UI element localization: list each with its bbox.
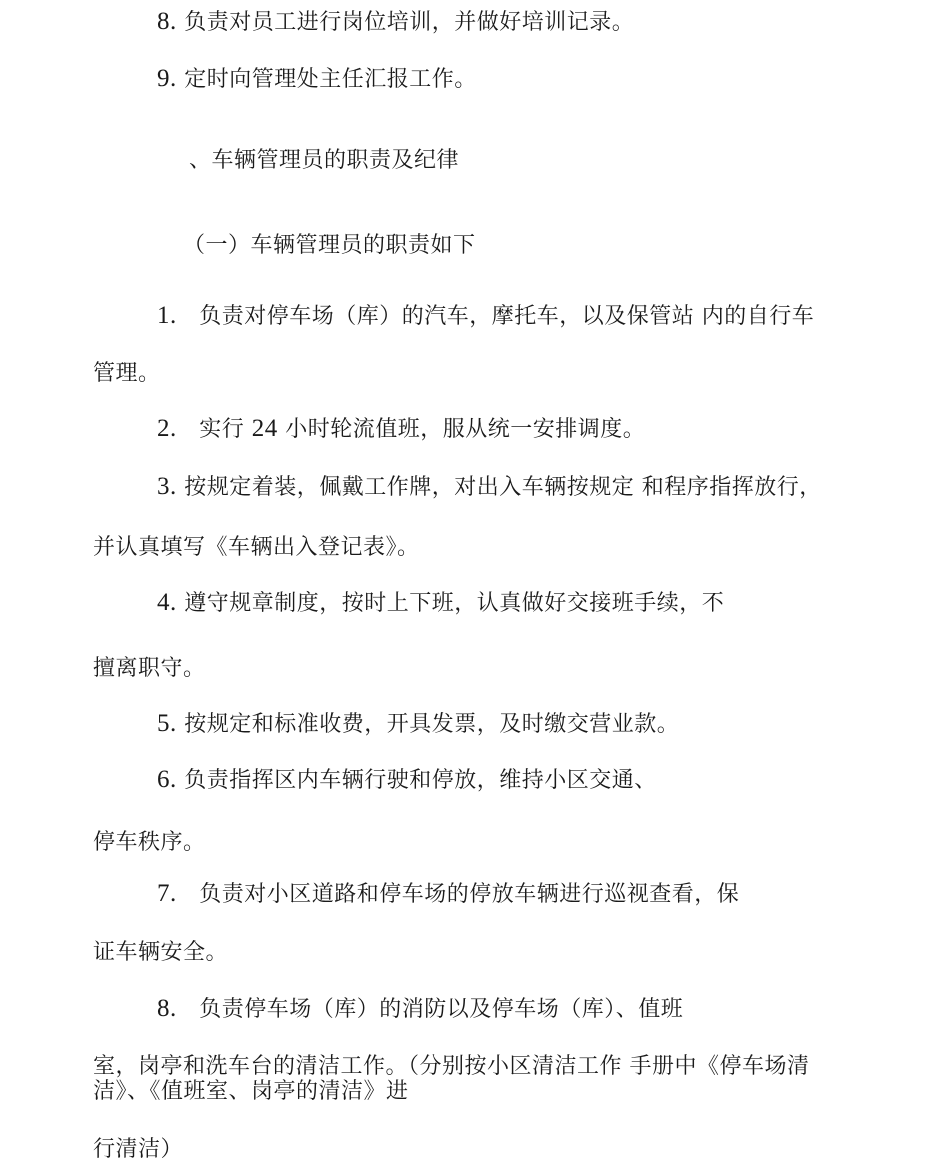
item-number: 6. [157, 766, 177, 793]
parking-duty-8 [157, 996, 683, 1023]
item-number: 7. [157, 880, 177, 907]
parking-duty-3 [157, 474, 822, 501]
parking-duty-4 [157, 590, 724, 617]
item-number: 2. [157, 415, 177, 442]
item-text: 按规定着装，佩戴工作牌，对出入车辆按规定 和程序指挥放行， [184, 475, 822, 500]
parking-duty-1 [157, 303, 814, 330]
item-text: 负责对员工进行岗位培训，并做好培训记录。 [184, 10, 635, 35]
item-text: 定时向管理处主任汇报工作。 [184, 67, 477, 92]
subsection-heading: （一）车辆管理员的职责如下 [183, 233, 476, 258]
item-number: 4. [157, 589, 177, 616]
parking-duty-7-cont: 证车辆安全。 [93, 940, 229, 965]
parking-duty-7 [157, 881, 739, 908]
item-text-prefix: 实行 [199, 417, 245, 442]
item-text: 小时轮流值班，服从统一安排调度。 [285, 417, 646, 442]
parking-duty-2 [157, 416, 645, 443]
item-number: 5. [157, 710, 177, 737]
duty-item-9 [157, 66, 477, 93]
item-text: 遵守规章制度，按时上下班，认真做好交接班手续，不 [184, 591, 725, 616]
parking-duty-6 [157, 767, 657, 794]
hours-value: 24 [251, 415, 278, 442]
parking-duty-3-cont: 并认真填写《车辆出入登记表》。 [93, 535, 420, 560]
item-number: 1. [157, 302, 177, 329]
parking-duty-8-end: 行清洁） [93, 1137, 184, 1162]
parking-duty-5 [157, 711, 679, 738]
item-text: 负责对停车场（库）的汽车，摩托车，以及保管站 内的自行车 [199, 304, 815, 329]
item-number: 8. [157, 8, 177, 35]
parking-duty-6-cont: 停车秩序。 [93, 830, 206, 855]
item-text: 负责停车场（库）的消防以及停车场（库）、值班 [199, 997, 684, 1022]
duty-item-8 [157, 9, 634, 36]
item-text: 按规定和标准收费，开具发票，及时缴交营业款。 [184, 712, 680, 737]
section-heading: 、车辆管理员的职责及纪律 [189, 148, 460, 173]
item-text: 负责对小区道路和停车场的停放车辆进行巡视查看，保 [199, 882, 740, 907]
item-number: 9. [157, 65, 177, 92]
parking-duty-1-cont: 管理。 [93, 361, 161, 386]
item-number: 3. [157, 473, 177, 500]
parking-duty-4-cont: 擅离职守。 [93, 656, 206, 681]
item-number: 8. [157, 995, 177, 1022]
parking-duty-8-cont: 室，岗亭和洗车台的清洁工作。（分别按小区清洁工作 手册中《停车场清洁》、《值班室、岗亭的清洁》进 [93, 1054, 810, 1104]
item-text: 负责指挥区内车辆行驶和停放，维持小区交通、 [184, 768, 657, 793]
